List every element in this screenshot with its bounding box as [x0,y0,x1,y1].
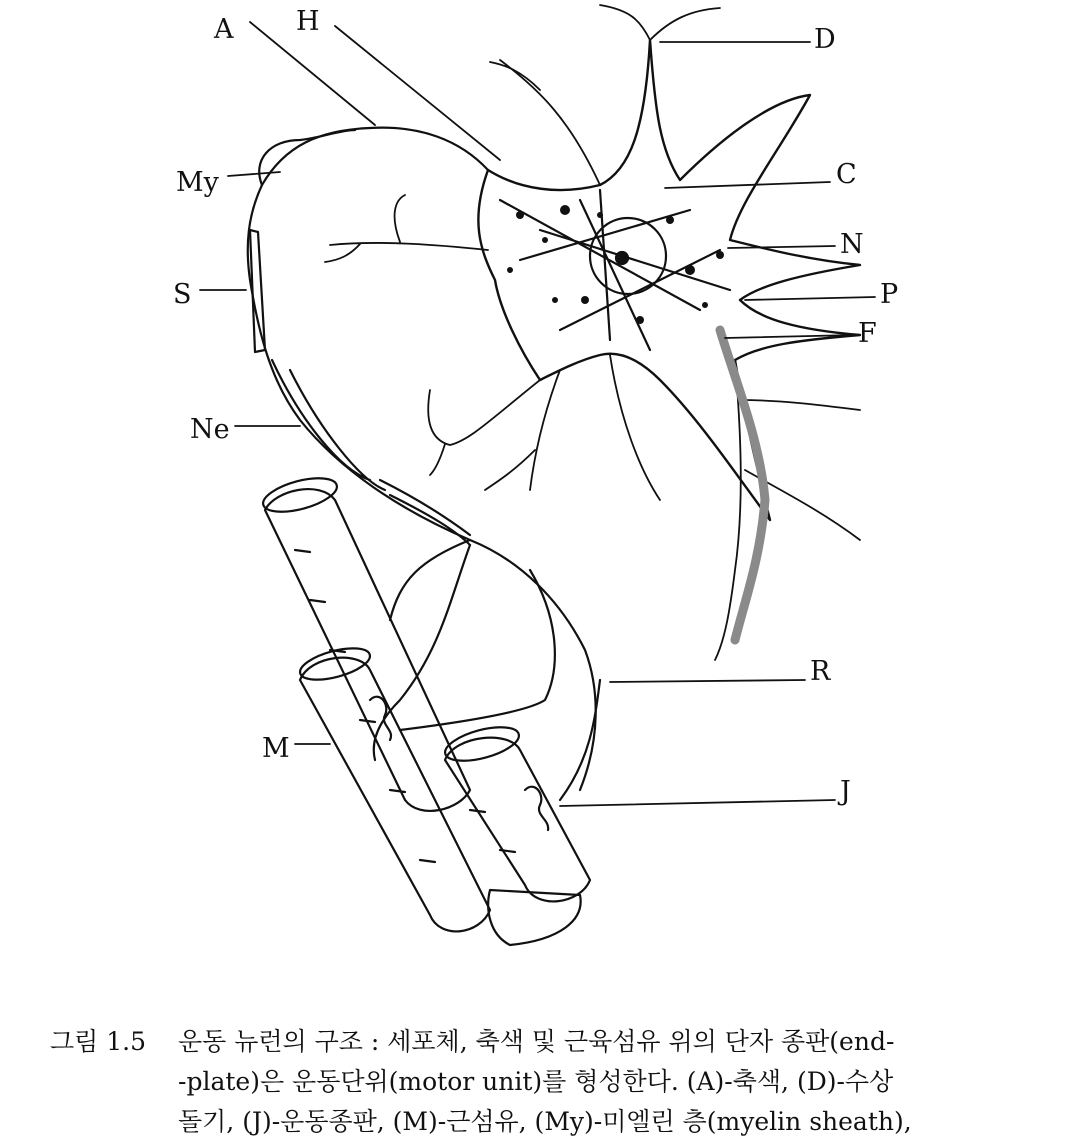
label-c: C [836,159,857,190]
label-p: P [880,279,899,310]
cell-body [478,40,860,520]
figure-number: 그림 1.5 [50,1027,147,1056]
axon [248,128,596,790]
motor-end-plate [370,697,548,830]
label-a: A [214,14,234,45]
caption-line-1: 운동 뉴런의 구조 : 세포체, 축색 및 근육섬유 위의 단자 종판(end- [178,1027,895,1056]
stippled-dendrite [720,330,765,640]
caption-line-3: 돌기, (J)-운동종판, (M)-근섬유, (My)-미엘린 층(myelin sheath), [178,1107,912,1136]
label-j: J [840,776,851,807]
axon-branch [374,540,600,800]
label-f: F [858,318,877,349]
label-m: M [262,733,290,764]
muscle-fibers [260,472,590,945]
caption-line-2: -plate)은 운동단위(motor unit)를 형성한다. (A)-축색, (D)-수상 [178,1067,894,1096]
label-d: D [814,24,836,55]
label-n: N [840,229,864,260]
label-ne: Ne [190,414,230,445]
label-r: R [810,656,831,687]
label-my: My [176,167,219,198]
label-s: S [173,279,192,310]
label-h: H [296,6,320,37]
myelin-sheath [250,130,470,545]
figure-caption [50,1022,1050,1142]
